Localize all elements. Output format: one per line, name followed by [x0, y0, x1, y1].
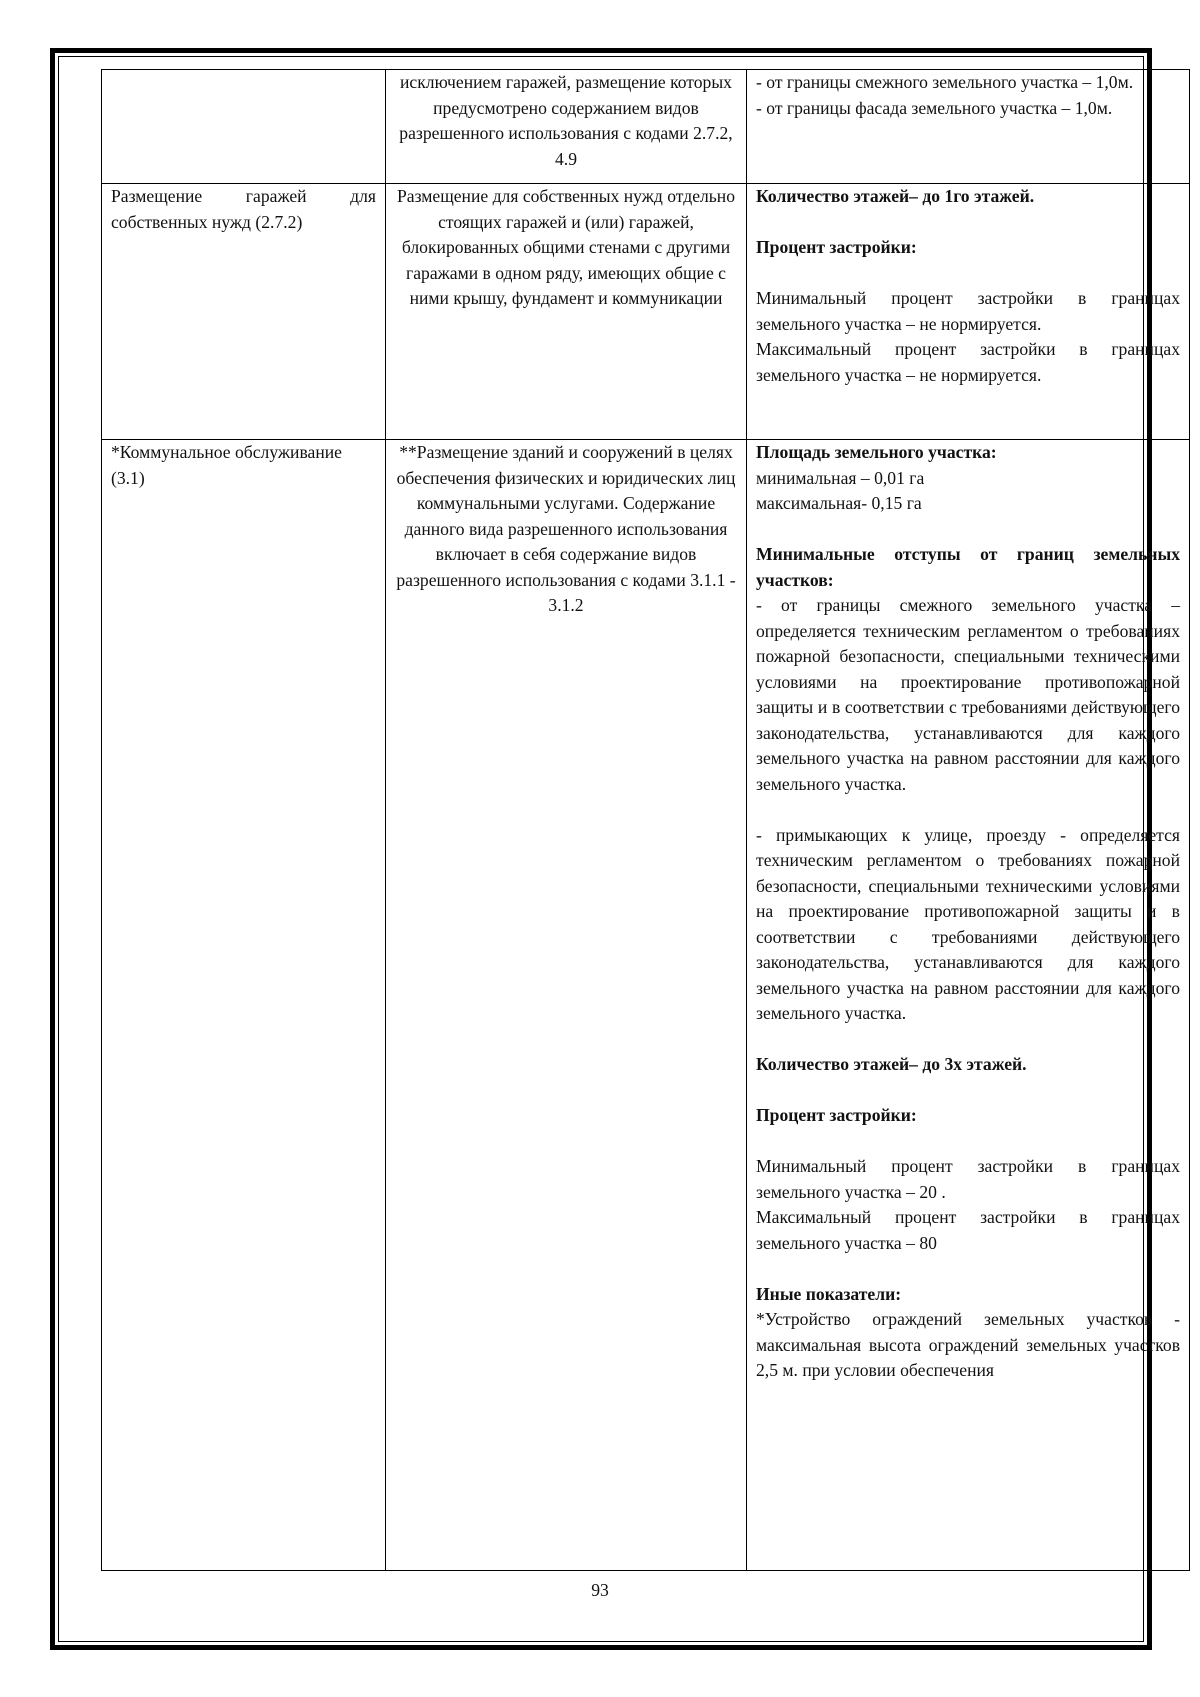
setbacks-heading: Минимальные отступы от границ земельных участков:: [756, 544, 1180, 590]
area-max-text: максимальная- 0,15 га: [756, 493, 922, 513]
table-cell-description: [386, 440, 747, 1571]
page-number: 93: [591, 1580, 609, 1600]
regulations-table: [101, 69, 1190, 1571]
floors-heading: Количество этажей– до 3х этажей.: [756, 1054, 1027, 1074]
cell-text: Размещение для собственных нужд отдельно стоящих гаражей и (или) гаражей, блокированных общими стенами с другими гаражами в одном ряду, имеющих общие с ними крышу, фундамент и коммуникации: [396, 186, 736, 308]
cell-text: Размещение гаражей для собственных нужд (2.7.2): [111, 186, 376, 232]
table-cell-parameters: [747, 440, 1190, 1571]
table-cell-parameters: [747, 70, 1190, 184]
table-row: [102, 184, 1190, 440]
cell-text: *Коммунальное обслуживание (3.1): [111, 442, 342, 488]
setback-adjacent-text: - от границы смежного земельного участка – 1,0м.: [756, 72, 1134, 92]
table-cell-use-type: [102, 184, 386, 440]
density-heading: Процент застройки:: [756, 237, 917, 257]
max-density-text: Максимальный процент застройки в границах земельного участка – не нормируется.: [756, 339, 1180, 385]
area-min-text: минимальная – 0,01 га: [756, 467, 925, 488]
table-cell-description: [386, 70, 747, 184]
floors-heading: Количество этажей– до 1го этажей.: [756, 186, 1035, 206]
setback-street-text: - примыкающих к улице, проезду - определяется техническим регламентом о требованиях пожарной безопасности, специальными техническими условиями на проектирование противопожарной защиты и в соответствии с требованиями действующего законодательства, устанавливаются для каждого земельного участка на равном расстоянии для каждого земельного участка.: [756, 824, 1180, 1023]
table-cell-use-type: [102, 70, 386, 184]
other-indicators-text: *Устройство ограждений земельных участков - максимальная высота ограждений земельных участков 2,5 м. при условии обеспечения: [756, 1309, 1180, 1380]
table-row: [102, 440, 1190, 1571]
table-cell-parameters: [747, 184, 1190, 440]
other-indicators-heading: Иные показатели:: [756, 1283, 902, 1304]
min-density-text: Минимальный процент застройки в границах земельного участка – 20 .: [756, 1156, 1180, 1202]
max-density-text: Максимальный процент застройки в границах земельного участка – 80: [756, 1207, 1180, 1253]
setback-adjacent-text: - от границы смежного земельного участка – определяется техническим регламентом о требованиях пожарной безопасности, специальными техническими условиями на проектирование противопожарной защиты и в соответствии с требованиями действующего законодательства, устанавливаются для каждого земельного участка на равном расстоянии для каждого земельного участка.: [756, 595, 1180, 794]
table-cell-description: [386, 184, 747, 440]
setback-facade-text: - от границы фасада земельного участка – 1,0м.: [756, 97, 1113, 118]
cell-text: **Размещение зданий и сооружений в целях обеспечения физических и юридических лиц коммунальными услугами. Содержание данного вида разрешенного использования включает в себя содержание видов разрешенного использования с кодами 3.1.1 - 3.1.2: [396, 442, 736, 615]
table-cell-use-type: [102, 440, 386, 1571]
min-density-text: Минимальный процент застройки в границах земельного участка – не нормируется.: [756, 288, 1180, 334]
table-row: [102, 70, 1190, 184]
cell-text: исключением гаражей, размещение которых предусмотрено содержанием видов разрешенного использования с кодами 2.7.2, 4.9: [399, 72, 733, 169]
density-heading: Процент застройки:: [756, 1105, 917, 1125]
area-heading: Площадь земельного участка:: [756, 442, 997, 462]
